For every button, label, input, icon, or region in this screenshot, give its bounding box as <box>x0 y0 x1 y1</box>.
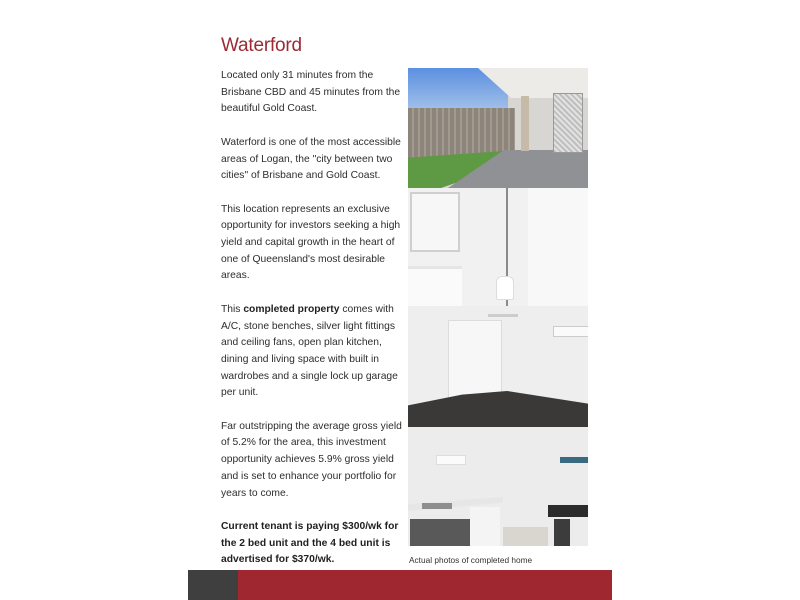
footer-red-bar <box>238 570 612 600</box>
sink <box>422 503 452 509</box>
features-suffix: comes with A/C, stone benches, silver light fittings and ceiling fans, open plan kitchen, dining and living space with built in wardrobes and a single lock up garage per unit. <box>221 303 398 399</box>
features-prefix: This <box>221 303 244 315</box>
paragraph-accessibility: Waterford is one of the most accessible areas of Logan, the "city between two cities" of Brisbane and Gold Coast. <box>221 136 401 182</box>
paragraph-location: Located only 31 minutes from the Brisbane CBD and 45 minutes from the beautiful Gold Coast. <box>221 70 401 115</box>
features-highlight: completed property <box>243 303 340 315</box>
kitchen-photo <box>408 427 588 546</box>
vanity <box>408 266 462 306</box>
cooktop <box>548 505 588 517</box>
patio-photo <box>408 68 588 188</box>
footer-dark-block <box>188 570 238 600</box>
paragraph-features <box>221 302 403 402</box>
paragraph-opportunity: This location represents an exclusive opportunity for investors seeking a high yield and capital growth in the heart of one of Queensland's most desirable areas. <box>221 203 401 282</box>
paragraph-tenant <box>221 519 403 569</box>
toilet <box>496 276 514 300</box>
photo-caption: Actual photos of completed home <box>409 555 533 565</box>
security-door <box>553 93 583 153</box>
tenant-highlight: Current tenant is paying $300/wk for the 2 bed unit and the 4 bed unit is advertised for $370/wk. <box>221 520 399 566</box>
bathroom-photo <box>408 188 588 306</box>
body-text <box>221 68 403 586</box>
shower-wall <box>528 188 588 306</box>
air-conditioner <box>553 326 588 337</box>
ceiling-fan <box>488 314 518 317</box>
carpet <box>408 391 588 427</box>
rangehood <box>560 457 588 463</box>
mirror <box>410 192 460 252</box>
dishwasher <box>410 519 470 546</box>
kitchen-floor <box>503 527 548 546</box>
bedroom-photo <box>408 306 588 427</box>
photo-column <box>408 68 588 546</box>
paragraph-yield: Far outstripping the average gross yield of 5.2% for the area, this investment opportunity achieves 5.9% gross yield and is set to enhance your portfolio for years to come. <box>221 420 402 499</box>
brick-pillar <box>521 96 529 151</box>
cupboard <box>470 507 500 546</box>
air-conditioner <box>436 455 466 465</box>
page-title: Waterford <box>221 35 302 56</box>
oven <box>554 519 570 546</box>
